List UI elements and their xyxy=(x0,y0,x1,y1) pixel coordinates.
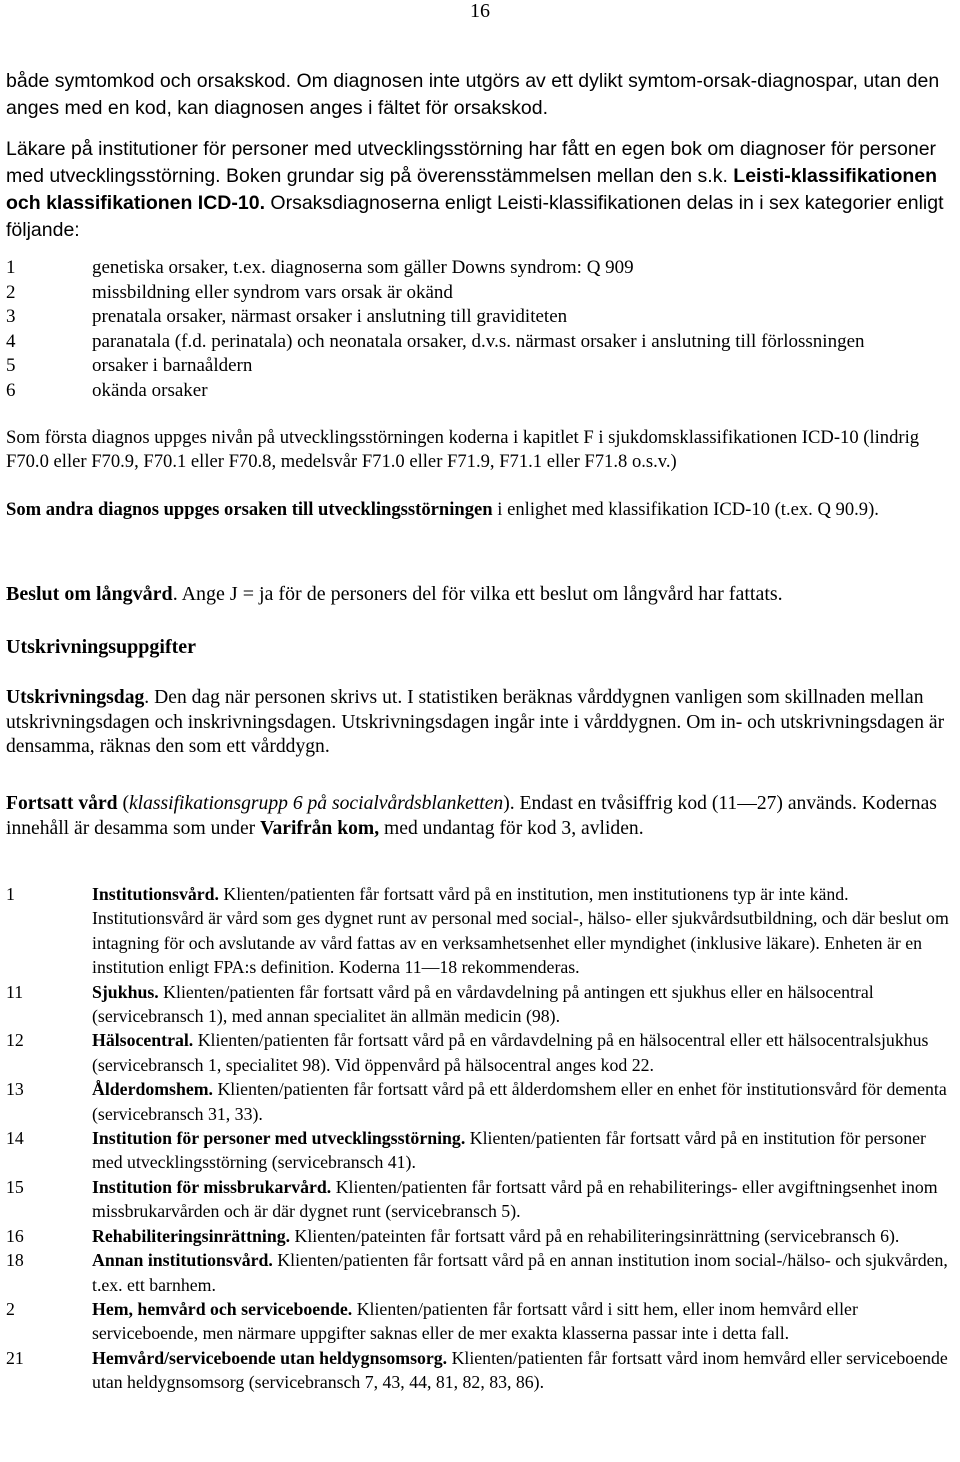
code-number: 12 xyxy=(6,1030,24,1051)
intro-p2-text-a: Läkare på institutioner för personer med utvecklingsstörning har fått en egen bok om diagnoser för personer med utvecklingsstörning. Boken grundar sig på överensstämmelsen mellan den s.k. xyxy=(6,138,937,187)
code-title: Institution för missbrukarvård. xyxy=(92,1176,332,1197)
intro-p2-bold: Leisti-klassifikationen och klassifikationen ICD-10. xyxy=(6,165,938,214)
list-item-text: missbildning eller syndrom vars orsak är okänd xyxy=(92,281,453,303)
code-item xyxy=(6,882,956,980)
code-text xyxy=(92,980,956,1029)
continued-care-paragraph: Fortsatt vård (klassifikationsgrupp 6 på socialvårdsblanketten). Endast en tvåsiffrig kod (11—27) används. Kodernas innehåll är desamma som under Varifrån kom, med undantag för kod 3, avliden. xyxy=(6,793,937,839)
code-description: Klienten/patienten får fortsatt vård på en institution för personer med utvecklingsstörning (servicebransch 41). xyxy=(92,1128,926,1173)
code-item xyxy=(6,980,956,1029)
continued-care-italic: klassifikationsgrupp 6 på socialvårdsblanketten xyxy=(128,793,504,814)
discharge-day-bold: Utskrivningsdag xyxy=(6,687,145,708)
second-diagnosis-bold: Som andra diagnos uppges orsaken till utvecklingsstörningen xyxy=(6,499,493,520)
second-diagnosis-rest: i enlighet med klassifikation ICD-10 (t.ex. Q 90.9). xyxy=(492,499,879,520)
code-description: Klienten/pateinten får fortsatt vård på en rehabiliteringsinrättning (servicebransch 6). xyxy=(290,1225,900,1246)
list-item-text: paranatala (f.d. perinatala) och neonatala orsaker, d.v.s. närmast orsaker i anslutning till förlossningen xyxy=(92,330,865,352)
code-title: Hälsocentral. xyxy=(92,1030,194,1051)
code-text xyxy=(92,1248,956,1297)
code-item xyxy=(6,1028,956,1077)
code-description: Klienten/patienten får fortsatt vård inom hemvård eller serviceboende utan heldygnsomsorg (servicebransch 7, 43, 44, 81, 82, 83, 86). xyxy=(92,1347,948,1393)
continued-care-rest1: ). Endast en tvåsiffrig kod (11—27) används. Kodernas innehåll är desamma som under xyxy=(6,793,937,839)
code-number: 21 xyxy=(6,1347,24,1368)
code-description: Klienten/patienten får fortsatt vård på en rehabiliterings- eller avgiftningsenhet inom missbrukarvården och är där dygnet runt (servicebransch 5). xyxy=(92,1176,938,1222)
list-item-number: 5 xyxy=(6,355,16,376)
code-list xyxy=(6,882,956,1395)
code-item xyxy=(6,1346,956,1395)
code-item xyxy=(6,1248,956,1297)
code-number: 13 xyxy=(6,1079,24,1100)
code-text xyxy=(92,1224,956,1248)
list-item xyxy=(6,281,952,306)
leisti-list xyxy=(6,256,952,403)
code-item xyxy=(6,1077,956,1126)
code-text xyxy=(92,1126,956,1175)
code-description: Klienten/patienten får fortsatt vård på ett ålderdomshem eller en enhet för institutionsvård för dementa (servicebransch 31, 33). xyxy=(92,1079,947,1124)
second-diagnosis-paragraph xyxy=(6,498,952,522)
code-title: Institution för personer med utvecklingsstörning. xyxy=(92,1128,466,1149)
code-number: 1 xyxy=(6,884,15,904)
code-text xyxy=(92,1297,956,1346)
discharge-day-paragraph xyxy=(6,686,952,760)
code-title: Institutionsvård. xyxy=(92,884,219,904)
code-description: Klienten/patienten får fortsatt vård på en annan institution inom social-/hälso- och sjukvården, t.ex. ett barnhem. xyxy=(92,1250,948,1295)
code-description: Klienten/patienten får fortsatt vård på en vårdavdelning på en hälsocentral eller ett hälsocentralsjukhus (servicebransch 1, specialitet 98). Vid öppenvård på hälsocentral anges kod 22. xyxy=(92,1030,929,1075)
list-item-text: prenatala orsaker, närmast orsaker i anslutning till graviditeten xyxy=(92,306,568,327)
continued-care-rest2: med undantag för kod 3, avliden. xyxy=(379,817,644,839)
code-text xyxy=(92,1175,956,1224)
code-text xyxy=(92,1346,956,1395)
intro-paragraph-1: både symtomkod och orsakskod. Om diagnosen inte utgörs av ett dylikt symtom-orsak-diagnospar, utan den anges med en kod, kan diagnosen anges i fältet för orsakskod. xyxy=(6,70,940,119)
list-item-text: orsaker i barnaåldern xyxy=(92,355,253,376)
code-description: Klienten/patienten får fortsatt vård i sitt hem, eller inom hemvård eller serviceboende, men närmare uppgifter saknas eller de mer exakta klasserna passar inte i detta fall. xyxy=(92,1298,858,1344)
list-item-number: 3 xyxy=(6,306,16,327)
code-item xyxy=(6,1126,956,1175)
list-item xyxy=(6,330,952,355)
code-title: Sjukhus. xyxy=(92,981,159,1002)
code-title: Hem, hemvård och serviceboende. xyxy=(92,1298,353,1319)
code-title: Rehabiliteringsinrättning. xyxy=(92,1225,291,1246)
code-description: Klienten/patienten får fortsatt vård på en institution, men institutionens typ är inte känd. Institutionsvård är vård som ges dygnet runt av personal med social-, hälso- eller sjukvårdsutbildning, och där beslut om intagning för och avslutande av vård fattas av en verksamhetsenhet eller myndighet (inklusive läkare). Enheten är en institution enligt FPA:s definition. Koderna 11—18 rekommenderas. xyxy=(92,884,949,978)
discharge-heading-text: Utskrivningsuppgifter xyxy=(6,636,197,658)
list-item xyxy=(6,305,952,330)
list-item-text: genetiska orsaker, t.ex. diagnoserna som gäller Downs syndrom: Q 909 xyxy=(92,257,634,278)
continued-care-bold2: Varifrån kom, xyxy=(260,817,380,839)
code-number: 2 xyxy=(6,1298,15,1319)
code-item xyxy=(6,1175,956,1224)
code-title: Annan institutionsvård. xyxy=(92,1250,273,1271)
code-number: 11 xyxy=(6,981,24,1002)
list-item-number: 2 xyxy=(6,281,16,303)
list-item-number: 1 xyxy=(6,257,16,278)
code-item xyxy=(6,1224,956,1248)
discharge-day-rest: . Den dag när personen skrivs ut. I statistiken beräknas vårddygnen vanligen som skillnaden mellan utskrivningsdagen och inskrivningsdagen. Utskrivningsdagen ingår inte i vårddygnen. Om in- och utskrivningsdagen är densamma, räknas den som ett vårddygn. xyxy=(6,687,945,757)
list-item-number: 4 xyxy=(6,330,16,352)
code-item xyxy=(6,1297,956,1346)
code-text xyxy=(92,1028,956,1077)
code-number: 15 xyxy=(6,1176,24,1197)
code-text xyxy=(92,1077,956,1126)
first-diagnosis-paragraph: Som första diagnos uppges nivån på utvecklingsstörningen koderna i kapitlet F i sjukdomsklassifikationen ICD-10 (lindrig F70.0 eller F70.9, F70.1 eller F70.8, medelsvår F71.0 eller F71.9, F71.1 eller F71.8 o.s.v.) xyxy=(6,427,920,472)
discharge-heading xyxy=(6,635,952,659)
code-number: 16 xyxy=(6,1225,24,1246)
intro-paragraph-2 xyxy=(6,136,952,244)
code-text xyxy=(92,882,956,980)
code-title: Hemvård/serviceboende utan heldygnsomsorg. xyxy=(92,1347,448,1368)
continued-care-bold: Fortsatt vård xyxy=(6,793,118,814)
longcare-rest: . Ange J = ja för de personers del för vilka ett beslut om långvård har fattats. xyxy=(172,583,783,605)
list-item xyxy=(6,354,952,379)
code-title: Ålderdomshem. xyxy=(92,1079,214,1100)
list-item xyxy=(6,256,952,281)
code-number: 18 xyxy=(6,1250,24,1271)
intro-p2-text-b: Orsaksdiagnoserna enligt Leisti-klassifikationen delas in i sex kategorier enligt följande: xyxy=(6,192,944,241)
code-number: 14 xyxy=(6,1128,24,1149)
longcare-bold: Beslut om långvård xyxy=(6,583,173,605)
code-description: Klienten/patienten får fortsatt vård på en vårdavdelning på antingen ett sjukhus eller en hälsocentral (servicebransch 1), med annan specialitet än allmän medicin (98). xyxy=(92,981,874,1027)
page-number: 16 xyxy=(470,0,490,22)
list-item xyxy=(6,379,952,404)
list-item-number: 6 xyxy=(6,379,16,401)
longcare-paragraph xyxy=(6,582,952,606)
list-item-text: okända orsaker xyxy=(92,379,208,401)
